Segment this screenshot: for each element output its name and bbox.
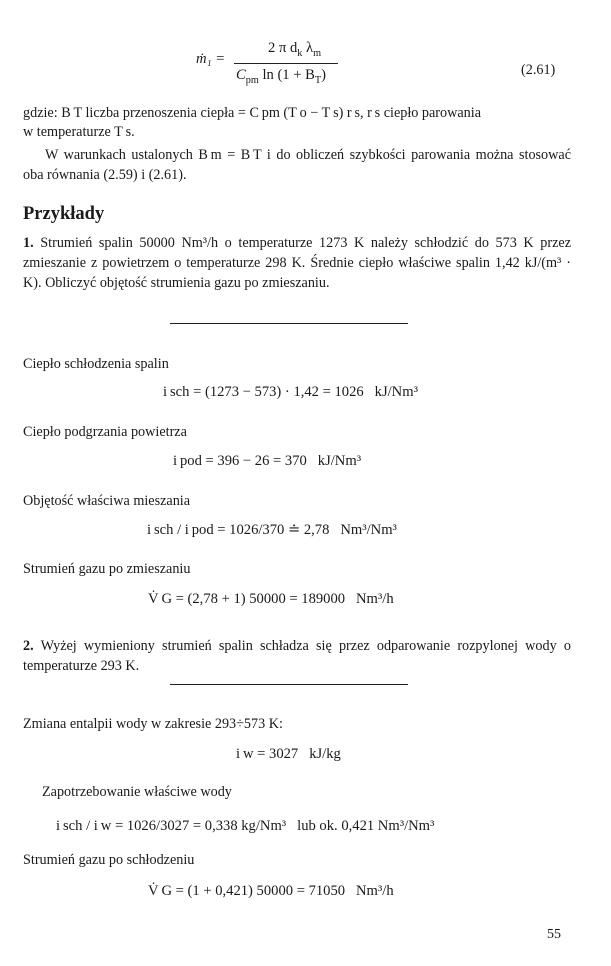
step-unit: kJ/Nm³ [374,384,418,400]
step-label: Zmiana entalpii wody w zakresie 293÷573 K: [23,716,283,732]
step-label: Strumień gazu po zmieszaniu [23,561,191,577]
step-unit: Nm³/h [356,883,394,899]
example-1-number: 1. [23,235,34,251]
step-label: Strumień gazu po schłodzeniu [23,852,195,868]
step-label: Ciepło schłodzenia spalin [23,356,169,372]
denominator-text: ln (1 + B [258,67,315,83]
step-equation [56,818,434,835]
example-2-number: 2. [23,638,34,654]
equation-number: (2.61) [521,62,556,78]
step-label: Ciepło podgrzania powietrza [23,424,187,440]
step-equation-text: i sch / i pod = 1026/370 ≐ 2,78 [147,522,330,538]
separator-rule [170,323,408,324]
example-1-body: Strumień spalin 50000 Nm³/h o temperaturze 1273 K należy schłodzić do 573 K przez zmieszanie z powietrzem o temperaturze 298 K. Średnie ciepło właściwe spalin 1,42 kJ/(m³ · K). Obliczyć objętość strumienia gazu po zmieszaniu. [23,235,571,291]
denominator-sub-t: T [314,74,322,86]
step-equation-text: i sch / i w = 1026/3027 = 0,338 kg/Nm³ [56,818,287,834]
example-1-text [23,233,571,293]
section-heading: Przykłady [23,204,105,224]
step-label: Objętość właściwa mieszania [23,493,191,509]
page-number: 55 [547,927,561,942]
definition-line-1: gdzie: B T liczba przenoszenia ciepła = C pm (T o − T s) r s, r s ciepło parowania [23,105,481,121]
step-equation [147,521,397,539]
equation-numerator [268,40,321,57]
step-equation-text: i w = 3027 [236,746,299,762]
step-equation-text: i pod = 396 − 26 = 370 [173,453,307,469]
denominator-close: ) [321,67,326,83]
definition-paragraph: W warunkach ustalonych B m = B T i do obliczeń szybkości parowania można stosować oba równania (2.59) i (2.61). [23,147,571,183]
step-equation [148,883,394,900]
numerator-text: 2 π d [268,40,298,56]
numerator-sub-k: k [297,47,303,59]
step-equation [173,453,361,470]
step-equation-text: i sch = (1273 − 573) · 1,42 = 1026 [163,384,364,400]
equation-denominator [236,67,326,84]
fraction-bar [234,63,338,64]
step-equation [236,746,341,763]
example-2-body: Wyżej wymieniony strumień spalin schładza się przez odparowanie rozpylonej wody o temperaturze 293 K. [23,638,571,674]
denominator-c: C [236,67,246,83]
numerator-sub-m: m [313,47,322,59]
step-equation [148,591,394,608]
step-unit: lub ok. 0,421 Nm³/Nm³ [297,818,435,834]
step-equation-text: V̇ G = (1 + 0,421) 50000 = 71050 [148,883,346,899]
numerator-lambda: λ [302,40,314,56]
step-unit: Nm³/h [356,591,394,607]
equation-lhs: ṁ₁ = [196,51,226,67]
example-2-text [23,636,571,676]
step-label: Zapotrzebowanie właściwe wody [42,784,232,800]
definition-line-2: w temperaturze T s. [23,124,135,140]
step-equation-text: V̇ G = (2,78 + 1) 50000 = 189000 [148,591,346,607]
step-unit: kJ/kg [309,746,341,762]
separator-rule [170,684,408,685]
denominator-sub-pm: pm [245,74,259,86]
step-unit: kJ/Nm³ [317,453,362,469]
step-unit: Nm³/Nm³ [340,522,397,538]
step-equation [163,384,418,401]
